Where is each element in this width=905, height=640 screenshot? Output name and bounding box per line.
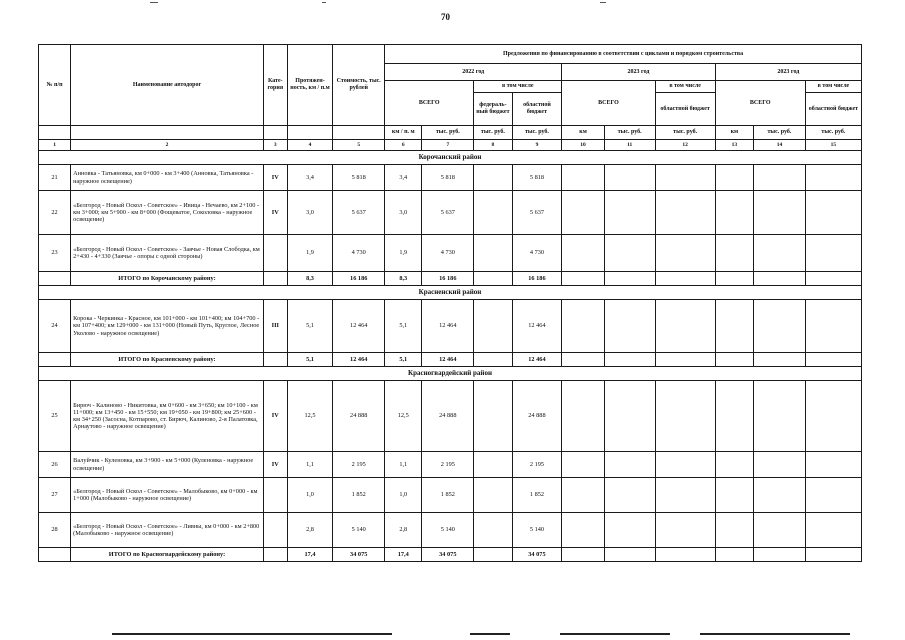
header-regional-2023: областной бюджет [655,93,715,126]
row-num: 21 [39,165,71,191]
road-category [263,235,287,272]
road-km-2022: 12,5 [385,381,422,452]
header-unit-rub: тыс. руб. [422,126,474,140]
road-length: 5,1 [287,300,333,353]
empty-cell [754,191,806,235]
empty-cell [562,300,604,353]
road-cost: 4 730 [333,235,385,272]
road-km-2022: 1,9 [385,235,422,272]
header-incl-2024: в том числе [805,81,861,93]
total-cost: 12 464 [333,353,385,367]
road-cost: 5 637 [333,191,385,235]
road-regional-2022: 4 730 [512,235,562,272]
empty-cell [715,353,753,367]
empty-cell [562,513,604,548]
empty-cell [754,353,806,367]
row-num: 26 [39,452,71,478]
table-row [39,452,862,478]
road-length: 12,5 [287,381,333,452]
road-km-2022: 2,8 [385,513,422,548]
road-federal-2022 [474,235,512,272]
scan-smudge-top [322,2,326,3]
empty-cell [715,478,753,513]
district-name: Красногвардейский район [39,367,862,381]
road-regional-2022: 5 637 [512,191,562,235]
column-number: 13 [715,140,753,151]
road-length: 2,8 [287,513,333,548]
empty-cell [754,165,806,191]
empty-cell [754,235,806,272]
empty-cell [754,381,806,452]
empty-cell [655,235,715,272]
header-blank [39,126,71,140]
road-name: Бирюч - Калиново - Никитовка, км 0+600 - км 3+650; км 10+100 - км 11+000; км 13+450 - км 15+550; км 19+050 - км 19+800; км 25+600 - км 34+250 (Засосна, Котпарово, ст. Бирюч, Калиново, 2-я Палатовка, Арнаутово - наружное освещение) [71,381,264,452]
header-unit-rub: тыс. руб. [754,126,806,140]
road-total-2022: 2 195 [422,452,474,478]
row-num: 25 [39,381,71,452]
header-unit-rub: тыс. руб. [604,126,655,140]
empty-cell [655,478,715,513]
header-federal-2022: федераль-ный бюджет [474,93,512,126]
column-number-row [39,140,862,151]
page-number: 70 [441,12,450,22]
empty-cell [562,191,604,235]
header-year-2024: 2023 год [715,64,861,81]
empty-cell [562,548,604,562]
empty-cell [474,272,512,286]
empty-cell [805,300,861,353]
road-regional-2022: 1 852 [512,478,562,513]
empty-cell [754,548,806,562]
table-row [39,165,862,191]
table-body [39,151,862,562]
road-federal-2022 [474,381,512,452]
road-name: «Белгород - Новый Оскол - Советское» - Ливны, км 0+000 - км 2+800 (Малобыково - наружное освещение) [71,513,264,548]
district-row [39,367,862,381]
road-total-2022: 5 818 [422,165,474,191]
road-total-2022: 4 730 [422,235,474,272]
district-total-label: ИТОГО по Корочанскому району: [71,272,264,286]
empty-cell [805,235,861,272]
total-sum-2022: 16 186 [422,272,474,286]
header-unit-km-pm: км / п. м [385,126,422,140]
row-num: 28 [39,513,71,548]
column-number: 7 [422,140,474,151]
total-regional-2022: 16 186 [512,272,562,286]
empty-cell [715,300,753,353]
district-name: Красненский район [39,286,862,300]
empty-cell [655,452,715,478]
total-regional-2022: 34 075 [512,548,562,562]
header-proposals: Предложения по финансированию в соответствии с циклами и порядком строительства [385,45,862,64]
header-regional-2022: областной бюджет [512,93,562,126]
table-row [39,191,862,235]
empty-cell [604,548,655,562]
empty-cell [715,272,753,286]
road-category [263,513,287,548]
empty-cell [715,381,753,452]
empty-cell [39,353,71,367]
column-number: 6 [385,140,422,151]
district-total-row [39,272,862,286]
empty-cell [562,452,604,478]
road-length: 3,4 [287,165,333,191]
column-number: 11 [604,140,655,151]
scan-smudge-top [600,2,606,3]
road-cost: 12 464 [333,300,385,353]
empty-cell [805,191,861,235]
road-category: III [263,300,287,353]
empty-cell [655,272,715,286]
column-number: 12 [655,140,715,151]
empty-cell [263,353,287,367]
header-incl-2022: в том числе [474,81,562,93]
scan-edge-bottom [700,633,850,635]
empty-cell [39,548,71,562]
header-year-2023: 2023 год [562,64,715,81]
road-total-2022: 24 888 [422,381,474,452]
empty-cell [715,191,753,235]
empty-cell [474,353,512,367]
column-number: 1 [39,140,71,151]
empty-cell [604,235,655,272]
scan-smudge-top [150,2,158,3]
empty-cell [562,353,604,367]
header-blank [287,126,333,140]
empty-cell [715,452,753,478]
scan-edge-bottom [112,633,392,635]
road-federal-2022 [474,513,512,548]
empty-cell [604,272,655,286]
empty-cell [715,513,753,548]
empty-cell [754,513,806,548]
road-cost: 5 818 [333,165,385,191]
road-regional-2022: 12 464 [512,300,562,353]
empty-cell [754,272,806,286]
road-km-2022: 5,1 [385,300,422,353]
road-federal-2022 [474,165,512,191]
empty-cell [805,513,861,548]
road-name: Анновка - Татьяновка, км 0+000 - км 3+400 (Анновка, Татьяновка - наружное освещение) [71,165,264,191]
road-total-2022: 5 140 [422,513,474,548]
column-number: 10 [562,140,604,151]
road-length: 1,9 [287,235,333,272]
road-total-2022: 12 464 [422,300,474,353]
empty-cell [715,165,753,191]
empty-cell [754,478,806,513]
total-length: 5,1 [287,353,333,367]
empty-cell [474,548,512,562]
empty-cell [604,513,655,548]
row-num: 24 [39,300,71,353]
empty-cell [655,353,715,367]
road-category [263,478,287,513]
empty-cell [805,548,861,562]
empty-cell [604,191,655,235]
header-incl-2023: в том числе [655,81,715,93]
empty-cell [604,353,655,367]
empty-cell [604,381,655,452]
empty-cell [655,548,715,562]
road-name: «Белгород - Новый Оскол - Советское» - Малобыково, км 0+000 - км 1+000 (Малобыково - наружное освещение) [71,478,264,513]
road-federal-2022 [474,191,512,235]
empty-cell [655,381,715,452]
total-km-2022: 8,3 [385,272,422,286]
table-header [39,45,862,151]
district-total-row [39,353,862,367]
row-num: 22 [39,191,71,235]
empty-cell [39,272,71,286]
header-length: Протяжен-ность, км / п.м [287,45,333,126]
road-category: IV [263,165,287,191]
road-length: 1,0 [287,478,333,513]
header-regional-2024: областной бюджет [805,93,861,126]
column-number: 8 [474,140,512,151]
column-number: 14 [754,140,806,151]
empty-cell [604,452,655,478]
column-number: 15 [805,140,861,151]
header-unit-rub: тыс. руб. [805,126,861,140]
road-cost: 5 140 [333,513,385,548]
empty-cell [715,235,753,272]
road-length: 3,0 [287,191,333,235]
empty-cell [562,272,604,286]
road-regional-2022: 5 140 [512,513,562,548]
empty-cell [805,353,861,367]
total-cost: 34 075 [333,548,385,562]
district-total-label: ИТОГО по Красненскому району: [71,353,264,367]
district-total-row [39,548,862,562]
column-number: 5 [333,140,385,151]
column-number: 2 [71,140,264,151]
road-federal-2022 [474,478,512,513]
empty-cell [263,272,287,286]
column-number: 4 [287,140,333,151]
empty-cell [562,381,604,452]
road-financing-table [38,44,862,562]
road-cost: 24 888 [333,381,385,452]
empty-cell [604,478,655,513]
table-row [39,381,862,452]
district-name: Корочанский район [39,151,862,165]
scan-edge-bottom [470,633,510,635]
empty-cell [805,165,861,191]
table-row [39,478,862,513]
road-total-2022: 5 637 [422,191,474,235]
road-category: IV [263,381,287,452]
empty-cell [655,165,715,191]
empty-cell [562,478,604,513]
header-blank [263,126,287,140]
total-length: 8,3 [287,272,333,286]
row-num: 27 [39,478,71,513]
header-blank [71,126,264,140]
empty-cell [562,165,604,191]
header-total-2024: ВСЕГО [715,81,805,126]
total-sum-2022: 12 464 [422,353,474,367]
road-federal-2022 [474,300,512,353]
header-road-name: Наименование автодорог [71,45,264,126]
column-number: 3 [263,140,287,151]
road-name: «Белгород - Новый Оскол - Советское» - Заячье - Новая Слободка, км 2+430 - 4+330 (Заячье - опоры с одной стороны) [71,235,264,272]
empty-cell [805,478,861,513]
road-km-2022: 1,1 [385,452,422,478]
header-total-2022: ВСЕГО [385,81,474,126]
header-unit-rub: тыс. руб. [512,126,562,140]
header-unit-km: км [562,126,604,140]
empty-cell [562,235,604,272]
total-cost: 16 186 [333,272,385,286]
empty-cell [655,300,715,353]
road-regional-2022: 2 195 [512,452,562,478]
header-num: № п/п [39,45,71,126]
header-total-2023: ВСЕГО [562,81,655,126]
header-cost: Стоимость, тыс. рублей [333,45,385,126]
road-cost: 1 852 [333,478,385,513]
scan-edge-bottom [560,633,670,635]
empty-cell [604,300,655,353]
column-number: 9 [512,140,562,151]
road-km-2022: 3,4 [385,165,422,191]
header-unit-km: км [715,126,753,140]
road-total-2022: 1 852 [422,478,474,513]
road-category: IV [263,191,287,235]
total-regional-2022: 12 464 [512,353,562,367]
total-length: 17,4 [287,548,333,562]
table-row [39,300,862,353]
district-total-label: ИТОГО по Красногвардейскому району: [71,548,264,562]
empty-cell [263,548,287,562]
road-cost: 2 195 [333,452,385,478]
table-row [39,235,862,272]
empty-cell [604,165,655,191]
road-regional-2022: 24 888 [512,381,562,452]
road-name: «Белгород - Новый Оскол - Советское» - Ивица - Нечаево, км 2+100 - км 3+000; км 5+900 - км 8+000 (Фощеватое, Соколовка - наружное освещение) [71,191,264,235]
district-row [39,151,862,165]
empty-cell [655,191,715,235]
header-unit-rub: тыс. руб. [474,126,512,140]
road-name: Валуйчик - Куленовка, км 3+900 - км 5+000 (Куленовка - наружное освещение) [71,452,264,478]
road-regional-2022: 5 818 [512,165,562,191]
road-km-2022: 3,0 [385,191,422,235]
empty-cell [754,300,806,353]
header-unit-rub: тыс. руб. [655,126,715,140]
table-row [39,513,862,548]
empty-cell [805,452,861,478]
road-category: IV [263,452,287,478]
road-length: 1,1 [287,452,333,478]
empty-cell [805,272,861,286]
row-num: 23 [39,235,71,272]
header-year-2022: 2022 год [385,64,562,81]
header-category: Кате-гория [263,45,287,126]
empty-cell [805,381,861,452]
road-federal-2022 [474,452,512,478]
road-km-2022: 1,0 [385,478,422,513]
total-km-2022: 5,1 [385,353,422,367]
empty-cell [655,513,715,548]
total-sum-2022: 34 075 [422,548,474,562]
header-blank [333,126,385,140]
district-row [39,286,862,300]
total-km-2022: 17,4 [385,548,422,562]
road-name: Корока - Черкинка - Красное, км 101+000 - км 101+400; км 104+700 - км 107+400; км 129+000 - км 131+000 (Новый Путь, Круглое, Лесное Уколово - наружное освещение) [71,300,264,353]
empty-cell [715,548,753,562]
empty-cell [754,452,806,478]
